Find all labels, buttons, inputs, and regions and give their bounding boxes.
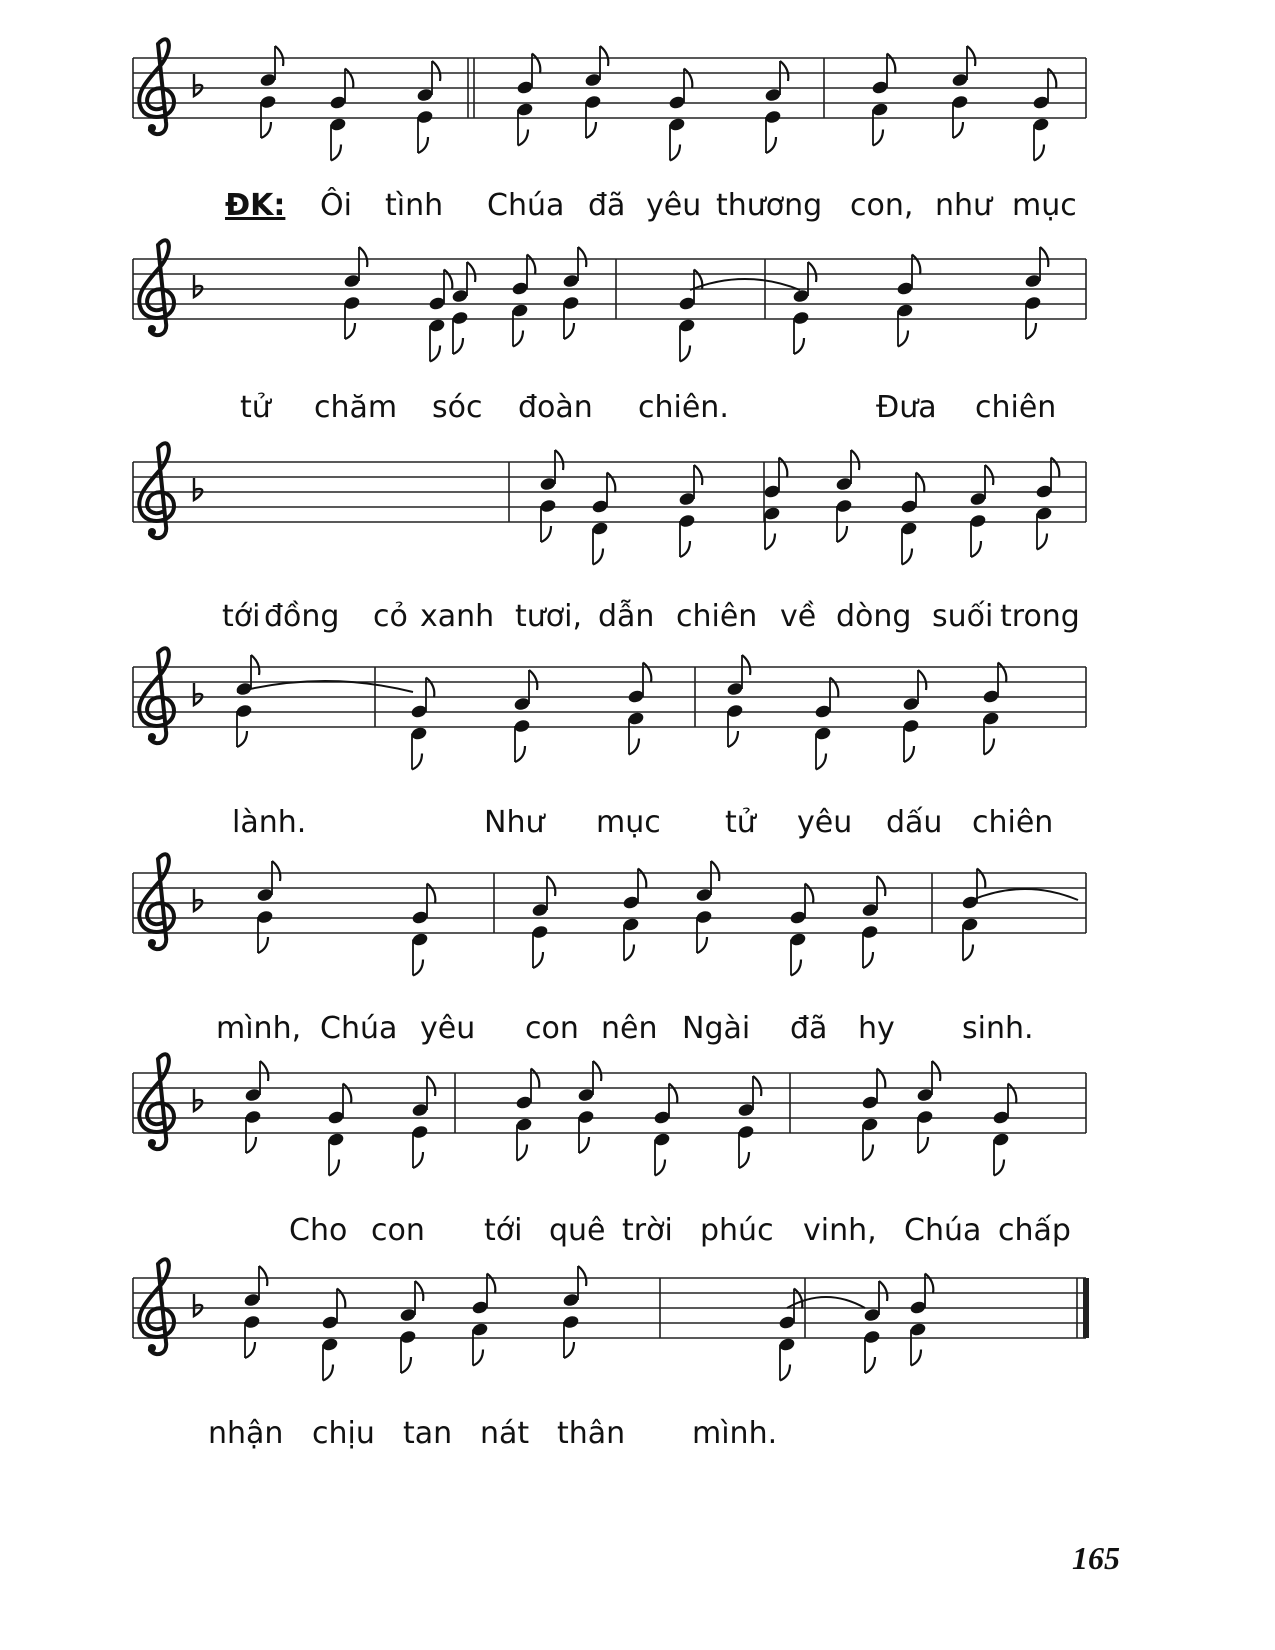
note-chord [678, 270, 702, 362]
note-chord [451, 262, 475, 354]
lyric-syllable: tử [725, 805, 756, 840]
note-chord [961, 869, 985, 961]
note-chord [399, 1281, 423, 1373]
flat-icon [194, 1294, 202, 1316]
treble-clef-icon [139, 1259, 174, 1354]
note-chord [992, 1084, 1016, 1176]
lyric-syllable: Ôi [320, 188, 352, 223]
note-chord [902, 670, 926, 762]
lyric-syllable: tới [222, 599, 261, 634]
treble-clef-icon [139, 39, 174, 134]
lyric-syllable: yêu [797, 805, 853, 840]
note-chord [792, 262, 816, 354]
lyric-line-4 [0, 803, 1275, 853]
note-chord [871, 54, 895, 146]
page-number: 165 [1072, 1540, 1120, 1576]
lyric-syllable: vinh, [803, 1213, 877, 1248]
note-chord [763, 458, 787, 550]
note-chord [511, 255, 535, 347]
treble-clef-icon [139, 854, 174, 949]
lyric-syllable: yêu [420, 1011, 476, 1046]
note-chord [411, 1076, 435, 1168]
lyric-syllable: cỏ [373, 599, 408, 634]
note-chord [531, 876, 555, 968]
note-chord [861, 1069, 885, 1161]
staff-system [133, 39, 1086, 134]
lyric-syllable: con [525, 1011, 579, 1046]
note-chord [764, 61, 788, 153]
note-chord [653, 1084, 677, 1176]
note-chord [410, 678, 434, 770]
lyric-syllable: con, [850, 188, 914, 223]
lyric-syllable: Ngài [682, 1011, 751, 1046]
lyric-line-6 [0, 1211, 1275, 1261]
lyric-syllable: chiên [972, 805, 1054, 840]
note-chord [329, 69, 353, 161]
note-chord [896, 255, 920, 347]
lyric-line-5 [0, 1009, 1275, 1059]
lyric-syllable: phúc [700, 1213, 774, 1248]
note-chord [562, 247, 586, 339]
note-chord [969, 465, 993, 557]
staff-system [133, 648, 1086, 743]
flat-icon [194, 683, 202, 705]
lyric-syllable: quê [549, 1213, 606, 1248]
staff-system [133, 443, 1086, 538]
lyric-syllable: trời [622, 1213, 673, 1248]
lyric-syllable: chiên. [638, 390, 729, 425]
lyric-syllable: đồng [264, 599, 340, 634]
lyric-syllable: Đưa [876, 390, 937, 425]
note-chord [951, 46, 975, 138]
note-chord [321, 1289, 345, 1381]
note-chord [627, 663, 651, 755]
note-chord [668, 69, 692, 161]
note-chord [622, 869, 646, 961]
treble-clef-icon [139, 1054, 174, 1149]
lyric-syllable: yêu [646, 188, 702, 223]
note-chord [814, 678, 838, 770]
lyric-syllable: đã [588, 188, 626, 223]
lyric-syllable: thân [557, 1416, 626, 1451]
lyric-syllable: Cho [289, 1213, 348, 1248]
lyric-syllable: thương [716, 188, 823, 223]
note-chord [471, 1274, 495, 1366]
note-chord [577, 1061, 601, 1153]
note-chord [909, 1274, 933, 1366]
note-chord [562, 1266, 586, 1358]
note-chord [726, 655, 750, 747]
note-chord [591, 473, 615, 565]
note-chord [411, 884, 435, 976]
lyric-syllable: nát [480, 1416, 530, 1451]
tie [787, 1297, 865, 1308]
tie [972, 889, 1078, 900]
lyric-syllable: xanh [420, 599, 495, 634]
lyric-syllable: tan [403, 1416, 453, 1451]
lyric-syllable: hy [858, 1011, 895, 1046]
lyric-syllable: con [371, 1213, 425, 1248]
flat-icon [194, 889, 202, 911]
note-chord [678, 465, 702, 557]
note-chord [515, 1069, 539, 1161]
lyric-syllable: Chúa [904, 1213, 982, 1248]
lyric-syllable: tình [385, 188, 444, 223]
staff-system [133, 240, 1086, 335]
note-chord [1024, 247, 1048, 339]
lyric-line-7 [0, 1414, 1275, 1464]
lyric-syllable: chăm [314, 390, 398, 425]
note-chord [428, 270, 452, 362]
note-chord [343, 247, 367, 339]
lyric-syllable: mình, [216, 1011, 302, 1046]
lyric-syllable: đoàn [518, 390, 593, 425]
lyric-syllable: Như [484, 805, 545, 840]
lyric-syllable: chịu [312, 1416, 375, 1451]
note-chord [416, 61, 440, 153]
lyric-syllable: tới [484, 1213, 523, 1248]
lyric-line-2 [0, 388, 1275, 438]
note-chord [235, 655, 259, 747]
lyric-syllable: sóc [432, 390, 483, 425]
lyric-syllable: chấp [998, 1213, 1071, 1248]
lyric-syllable: mục [596, 805, 661, 840]
note-chord [916, 1061, 940, 1153]
staff-systems [133, 39, 1086, 1354]
note-chord [835, 450, 859, 542]
lyric-line-1 [0, 186, 1275, 236]
lyric-syllable: tử [240, 390, 271, 425]
note-chord [1035, 458, 1059, 550]
note-chord [789, 884, 813, 976]
flat-icon [194, 74, 202, 96]
lyric-syllable: dẫn [598, 599, 655, 634]
lyric-syllable: Chúa [320, 1011, 398, 1046]
lyric-syllable: suối [932, 599, 994, 634]
note-chord [584, 46, 608, 138]
note-chord [900, 473, 924, 565]
note-chord [513, 670, 537, 762]
note-chord [863, 1281, 887, 1373]
note-chord [259, 46, 283, 138]
treble-clef-icon [139, 648, 174, 743]
lyric-syllable: mục [1012, 188, 1077, 223]
lyric-syllable: như [935, 188, 993, 223]
treble-clef-icon [139, 240, 174, 335]
lyric-syllable: tươi, [515, 599, 583, 634]
refrain-label: ĐK: [225, 188, 286, 223]
lyric-syllable: đã [790, 1011, 828, 1046]
note-chord [982, 663, 1006, 755]
lyric-syllable: lành. [232, 805, 307, 840]
lyric-syllable: sinh. [962, 1011, 1034, 1046]
lyric-line-3 [0, 597, 1275, 647]
note-chord [695, 861, 719, 953]
lyric-syllable: về [780, 599, 817, 634]
note-chord [243, 1266, 267, 1358]
staff-system [133, 1054, 1086, 1149]
lyric-syllable: nhận [208, 1416, 284, 1451]
staff-system [133, 1259, 1086, 1354]
note-chord [737, 1076, 761, 1168]
flat-icon [194, 478, 202, 500]
note-chord [861, 876, 885, 968]
lyric-syllable: trong [1000, 599, 1080, 634]
note-chord [327, 1084, 351, 1176]
lyric-syllable: Chúa [487, 188, 565, 223]
note-chord [244, 1061, 268, 1153]
note-chord [1032, 69, 1056, 161]
lyric-syllable: dòng [836, 599, 912, 634]
note-chord [256, 861, 280, 953]
treble-clef-icon [139, 443, 174, 538]
lyric-syllable: chiên [975, 390, 1057, 425]
note-chord [539, 450, 563, 542]
lyric-syllable: nên [601, 1011, 658, 1046]
lyric-syllable: mình. [692, 1416, 778, 1451]
notes-layer [235, 46, 1078, 1381]
lyric-syllable: dấu [886, 805, 943, 840]
flat-icon [194, 1089, 202, 1111]
lyric-syllable: chiên [676, 599, 758, 634]
note-chord [516, 54, 540, 146]
flat-icon [194, 275, 202, 297]
staff-system [133, 854, 1086, 949]
